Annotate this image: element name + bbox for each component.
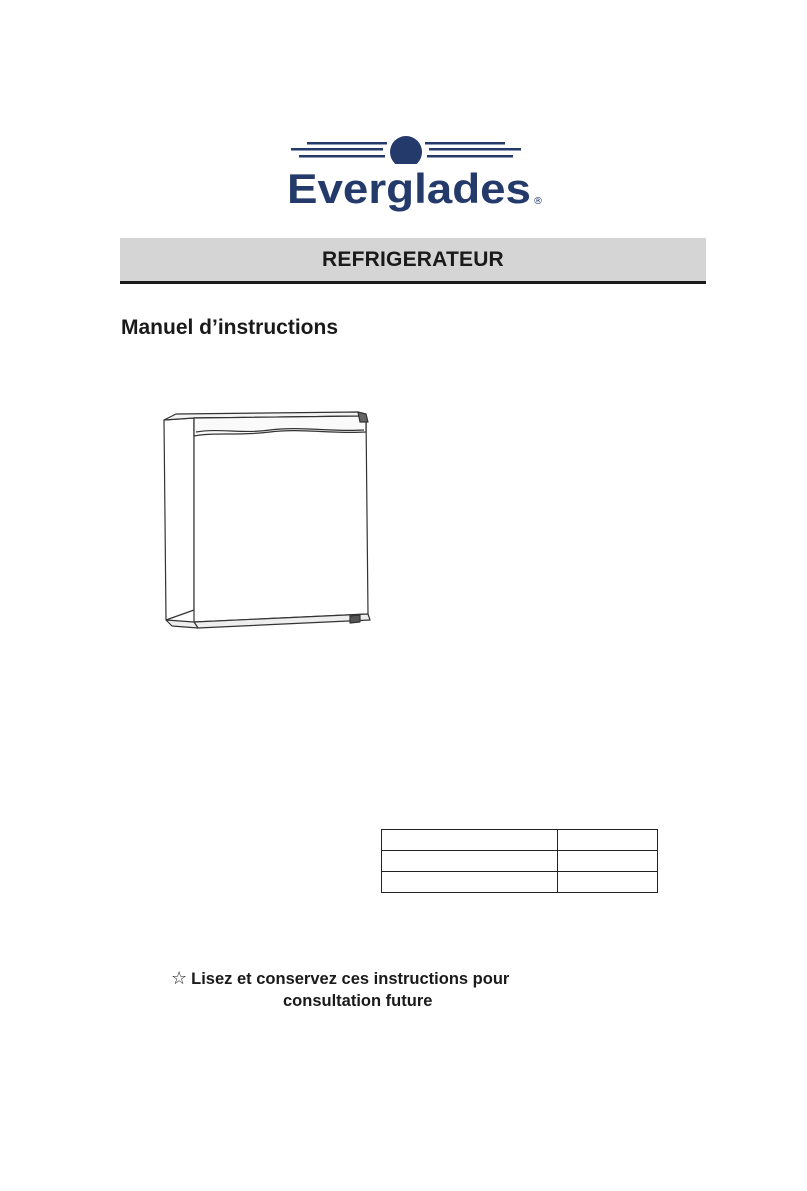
spec-table [381,829,658,893]
brand-name: Everglades [287,165,531,212]
note-line-1: Lisez et conservez ces instructions pour [191,970,510,988]
table-cell [558,851,658,872]
mini-fridge-icon [160,408,396,640]
table-cell [558,872,658,893]
table-row [382,872,658,893]
table-cell [558,830,658,851]
table-cell [382,851,558,872]
star-outline-icon: ☆ [171,968,188,989]
table-row [382,851,658,872]
brand-logo [283,128,545,218]
table-cell [382,830,558,851]
logo-sun-icon [390,136,422,168]
table-cell [382,872,558,893]
title-band [120,238,706,284]
manual-subtitle: Manuel d’instructions [121,316,339,339]
registered-mark: ® [533,196,543,207]
table-row [382,830,658,851]
note-line-2: consultation future [283,992,433,1010]
page-title: REFRIGERATEUR [322,247,504,271]
